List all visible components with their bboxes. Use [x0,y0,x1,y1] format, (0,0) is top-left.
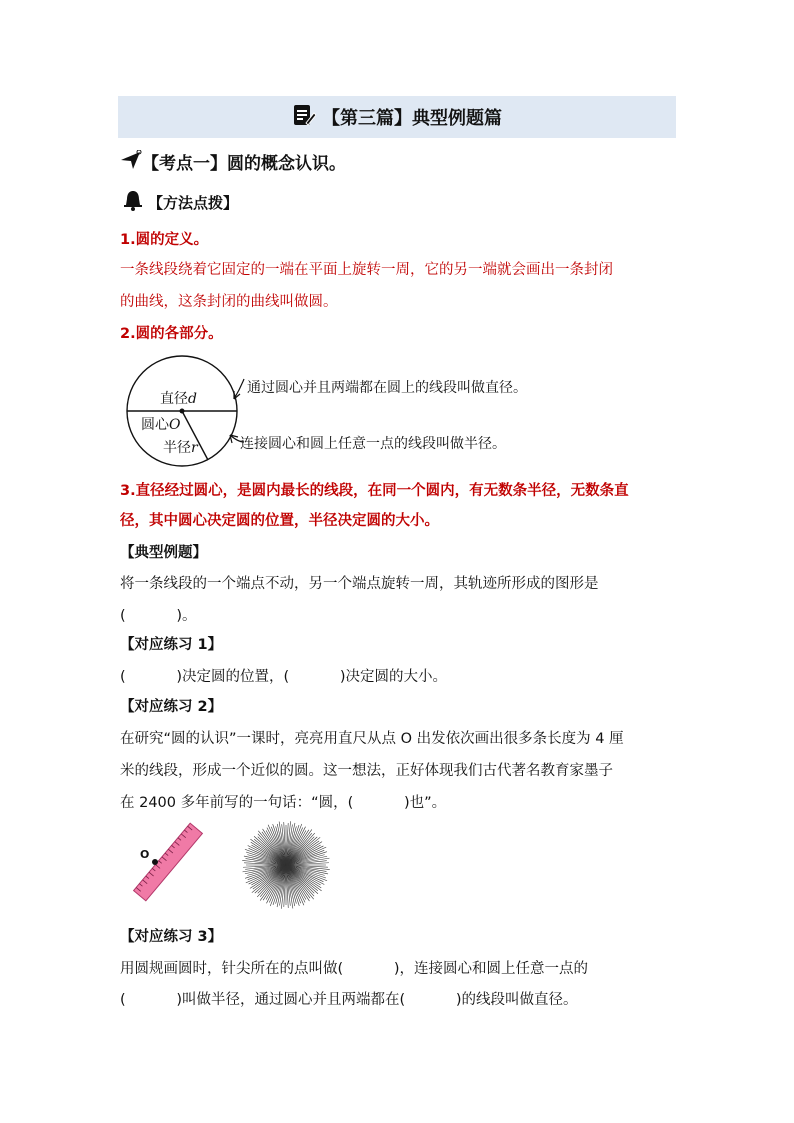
notepad-pen-icon [292,103,316,131]
practice1-title: 【对应练习 1】 [120,637,223,653]
diameter-label: 直径d [160,391,197,407]
ruler-illustration [128,822,208,902]
radius-label: 半径r [163,440,198,456]
practice1-line1: ( )决定圆的位置，( )决定圆的大小。 [120,669,448,685]
ruler-point-label: O [140,848,150,861]
example-title: 【典型例题】 [120,545,207,561]
point3-line2: 径，其中圆心决定圆的位置，半径决定圆的大小。 [120,513,439,529]
example-line1: 将一条线段的一个端点不动，另一个端点旋转一周，其轨迹所形成的图形是 [120,576,599,592]
radiating-lines-illustration [241,820,331,910]
topic-title: 【考点一】圆的概念认识。 [142,154,346,174]
example-line2: ( )。 [120,608,197,624]
topic-heading [120,149,346,174]
bell-icon [122,189,144,215]
practice2-line1: 在研究“圆的认识”一课时，亮亮用直尺从点 O 出发依次画出很多条长度为 4 厘 [120,731,624,747]
point1-line2: 的曲线，这条封闭的曲线叫做圆。 [120,294,338,310]
method-title: 【方法点拨】 [148,193,239,212]
point1-title: 1.圆的定义。 [120,232,209,248]
point3-line1: 3.直径经过圆心，是圆内最长的线段，在同一个圆内，有无数条半径，无数条直 [120,483,629,499]
practice2-title: 【对应练习 2】 [120,699,223,715]
method-heading [122,189,238,215]
practice3-title: 【对应练习 3】 [120,929,223,945]
diameter-note: 通过圆心并且两端都在圆上的线段叫做直径。 [247,380,527,396]
practice2-line2: 米的线段，形成一个近似的圆。这一想法，正好体现我们古代著名教育家墨子 [120,763,613,779]
practice3-line2: ( )叫做半径，通过圆心并且两端都在( )的线段叫做直径。 [120,992,578,1008]
practice2-line3: 在 2400 多年前写的一句话：“圆，( )也”。 [120,795,447,811]
paper-plane-icon [120,150,142,174]
point2-title: 2.圆的各部分。 [120,326,223,342]
point1-line1: 一条线段绕着它固定的一端在平面上旋转一周，它的另一端就会画出一条封闭 [120,262,613,278]
circle-diagram [120,355,680,470]
banner-title: 【第三篇】典型例题篇 [322,108,502,129]
section-banner [118,96,676,138]
radius-note: 连接圆心和圆上任意一点的线段叫做半径。 [240,436,506,452]
center-label: 圆心O [141,417,181,433]
practice3-line1: 用圆规画圆时，针尖所在的点叫做( )，连接圆心和圆上任意一点的 [120,961,589,977]
